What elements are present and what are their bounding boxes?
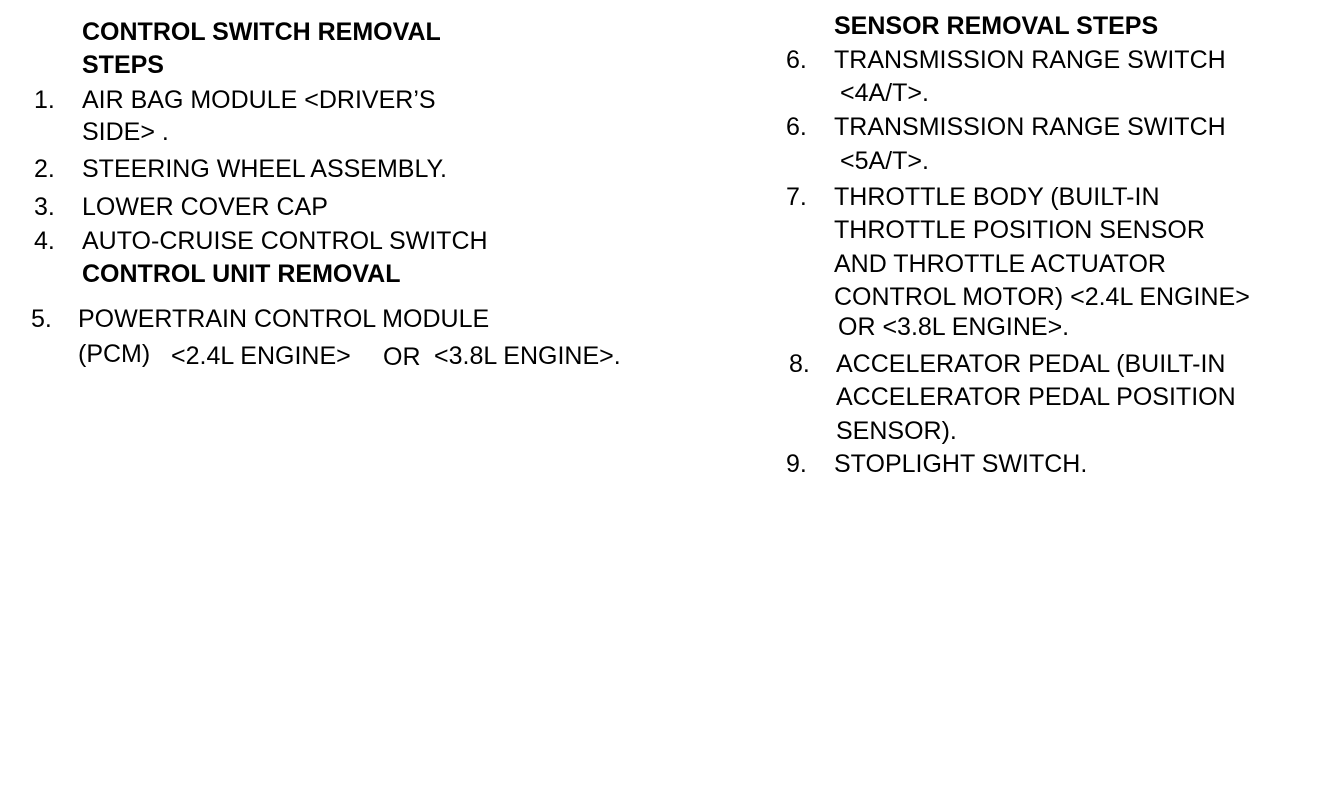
step-text: THROTTLE POSITION SENSOR xyxy=(834,216,1205,244)
step-text: ACCELERATOR PEDAL POSITION xyxy=(836,383,1236,411)
step-text: AUTO-CRUISE CONTROL SWITCH xyxy=(82,227,488,255)
step-number: 8. xyxy=(789,350,810,378)
step-number: 2. xyxy=(34,155,55,183)
step-number: 6. xyxy=(786,46,807,74)
step-text: ACCELERATOR PEDAL (BUILT-IN xyxy=(836,350,1226,378)
step-number: 9. xyxy=(786,450,807,478)
step-text: <2.4L ENGINE> xyxy=(171,342,351,370)
step-text: STOPLIGHT SWITCH. xyxy=(834,450,1088,478)
step-number: 5. xyxy=(31,305,52,333)
step-text: <4A/T>. xyxy=(840,79,929,107)
step-text: THROTTLE BODY (BUILT-IN xyxy=(834,183,1160,211)
step-text: TRANSMISSION RANGE SWITCH xyxy=(834,113,1226,141)
step-number: 1. xyxy=(34,86,55,114)
sensor-removal-heading: SENSOR REMOVAL STEPS xyxy=(834,12,1159,40)
step-text: <3.8L ENGINE>. xyxy=(434,342,621,370)
step-text: OR xyxy=(383,343,421,371)
step-text: LOWER COVER CAP xyxy=(82,193,328,221)
step-number: 3. xyxy=(34,193,55,221)
control-switch-heading-line1: CONTROL SWITCH REMOVAL xyxy=(82,18,441,46)
step-number: 7. xyxy=(786,183,807,211)
step-text: OR <3.8L ENGINE>. xyxy=(838,313,1070,341)
step-text: TRANSMISSION RANGE SWITCH xyxy=(834,46,1226,74)
step-number: 4. xyxy=(34,227,55,255)
control-unit-heading: CONTROL UNIT REMOVAL xyxy=(82,260,401,288)
step-text: AND THROTTLE ACTUATOR xyxy=(834,250,1166,278)
step-number: 6. xyxy=(786,113,807,141)
step-text: CONTROL MOTOR) <2.4L ENGINE> xyxy=(834,283,1250,311)
step-text: STEERING WHEEL ASSEMBLY. xyxy=(82,155,447,183)
control-switch-heading-line2: STEPS xyxy=(82,51,164,79)
step-text: POWERTRAIN CONTROL MODULE xyxy=(78,305,490,333)
step-text: SENSOR). xyxy=(836,417,957,445)
step-text: SIDE> . xyxy=(82,118,169,146)
step-text: (PCM) xyxy=(78,340,151,368)
step-text: <5A/T>. xyxy=(840,147,929,175)
step-text: AIR BAG MODULE <DRIVER’S xyxy=(82,86,436,114)
